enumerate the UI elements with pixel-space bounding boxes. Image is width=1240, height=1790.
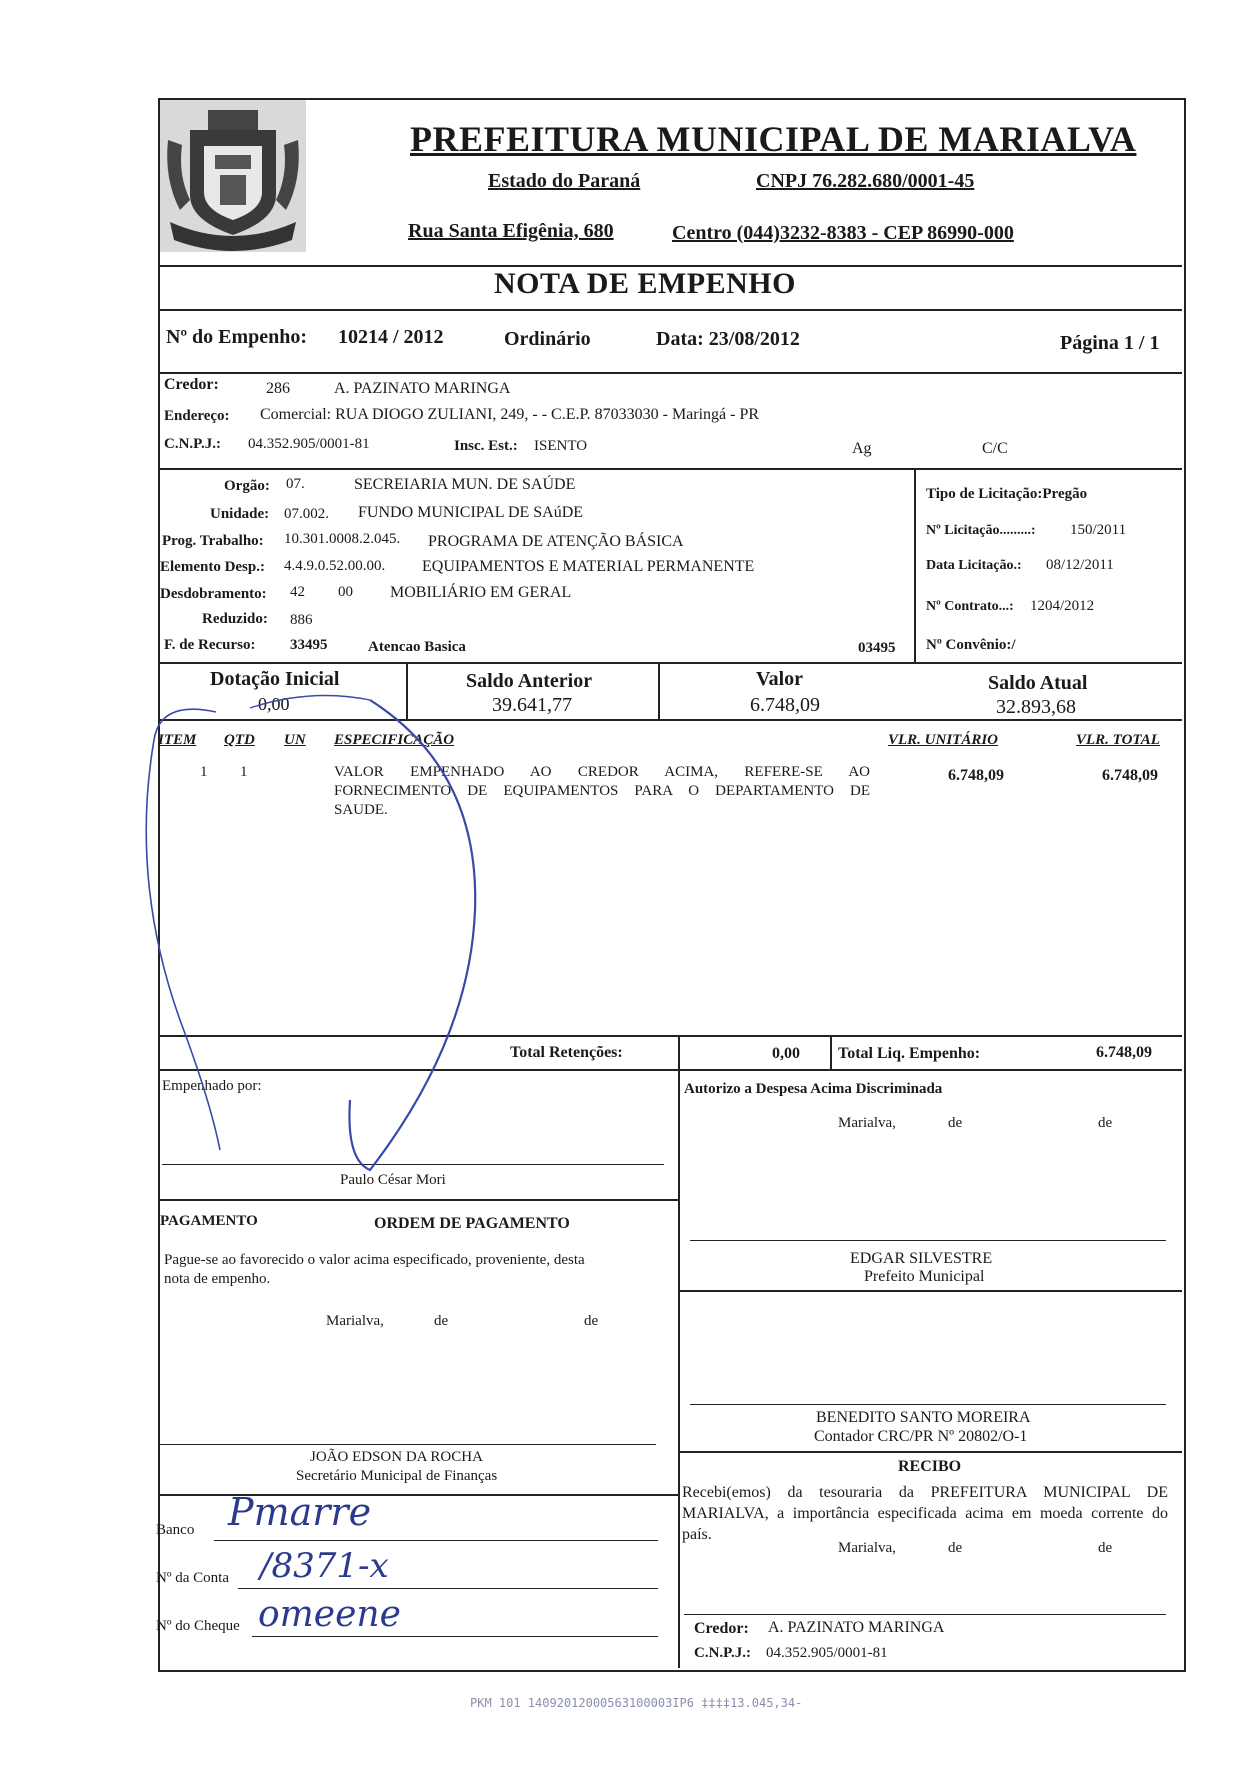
- desdobramento-label: Desdobramento:: [160, 586, 267, 602]
- autorizo-de: de: [948, 1115, 963, 1131]
- licitacao-date-label: Data Licitação.:: [926, 558, 1022, 573]
- pagamento-text: Pague-se ao favorecido o valor acima especificado, proveniente, desta: [164, 1252, 585, 1268]
- saldo-atual-label: Saldo Atual: [988, 672, 1088, 694]
- valor-value: 6.748,09: [750, 694, 820, 716]
- secretario-name: JOÃO EDSON DA ROCHA: [310, 1449, 483, 1465]
- credor-label: Credor:: [164, 376, 219, 393]
- cheque-value[interactable]: omeene: [258, 1594, 401, 1635]
- empenho-type: Ordinário: [504, 328, 591, 350]
- insc-label: Insc. Est.:: [454, 438, 518, 454]
- header-title: PREFEITURA MUNICIPAL DE MARIALVA: [410, 119, 1137, 159]
- dotacao-label: Dotação Inicial: [210, 668, 340, 690]
- recibo-credor-label: Credor:: [694, 1620, 749, 1637]
- orgao-name: SECREIARIA MUN. DE SAÚDE: [354, 476, 576, 493]
- reduzido-label: Reduzido:: [202, 611, 268, 627]
- recurso-code: 03495: [858, 640, 896, 656]
- licitacao-number: 150/2011: [1070, 522, 1127, 538]
- conta-label: Nº da Conta: [156, 1570, 229, 1586]
- retencoes-label: Total Retenções:: [510, 1044, 623, 1061]
- divider: [830, 1035, 832, 1069]
- page-number: Página 1 / 1: [1060, 332, 1160, 354]
- secretario-role: Secretário Municipal de Finanças: [296, 1468, 498, 1484]
- recibo-cnpj-label: C.N.P.J.:: [694, 1645, 751, 1661]
- cheque-line: [252, 1636, 658, 1637]
- divider: [678, 1069, 680, 1668]
- elemento-value: 4.4.9.0.52.00.00.: [284, 558, 386, 574]
- signature-line: [690, 1404, 1166, 1405]
- saldo-anterior-value: 39.641,77: [492, 694, 572, 716]
- agency-label: Ag: [852, 440, 872, 457]
- divider: [658, 662, 660, 719]
- banco-line: [214, 1540, 658, 1541]
- credor-cnpj-label: C.N.P.J.:: [164, 436, 221, 452]
- item-unit-price: 6.748,09: [948, 767, 1004, 784]
- unidade-label: Unidade:: [210, 506, 270, 522]
- address-label: Endereço:: [164, 408, 230, 424]
- item-quantity: 1: [240, 764, 248, 780]
- unit-price-column-header: VLR. UNITÁRIO: [888, 732, 999, 748]
- document-title: NOTA DE EMPENHO: [494, 267, 796, 300]
- divider: [678, 1035, 680, 1069]
- desdobramento-name: MOBILIÁRIO EM GERAL: [390, 584, 572, 601]
- orgao-label: Orgão:: [224, 478, 270, 494]
- item-number: 1: [200, 764, 208, 780]
- divider: [678, 1290, 1182, 1292]
- header-address: Rua Santa Efigênia, 680: [408, 220, 614, 242]
- prog-label: Prog. Trabalho:: [162, 533, 264, 549]
- liq-empenho-value: 6.748,09: [1096, 1044, 1152, 1061]
- elemento-label: Elemento Desp.:: [160, 559, 265, 575]
- recibo-de: de: [948, 1540, 963, 1556]
- saldo-atual-value: 32.893,68: [996, 696, 1076, 718]
- unidade-value: 07.002.: [284, 506, 329, 522]
- prefeito-name: EDGAR SILVESTRE: [850, 1250, 993, 1267]
- licitacao-type: Tipo de Licitação:Pregão: [926, 486, 1088, 502]
- header-state: Estado do Paraná: [488, 170, 641, 192]
- contador-name: BENEDITO SANTO MOREIRA: [816, 1409, 1031, 1426]
- handwritten-signature-stroke: [120, 680, 500, 1180]
- header-contact: Centro (044)3232-8383 - CEP 86990-000: [672, 222, 1014, 244]
- recurso-name: Atencao Basica: [368, 639, 466, 655]
- divider: [678, 1451, 1182, 1453]
- divider: [158, 1199, 678, 1201]
- recibo-de: de: [1098, 1540, 1113, 1556]
- prog-name: PROGRAMA DE ATENÇÃO BÁSICA: [428, 533, 684, 550]
- prog-value: 10.301.0008.2.045.: [284, 531, 401, 547]
- pagamento-text: nota de empenho.: [164, 1271, 271, 1287]
- valor-label: Valor: [756, 668, 804, 690]
- un-column-header: UN: [284, 732, 306, 748]
- item-description-line: SAUDE.: [334, 802, 388, 818]
- contrato-value: 1204/2012: [1030, 598, 1095, 614]
- licitacao-number-label: Nº Licitação.........:: [926, 523, 1036, 538]
- divider: [158, 372, 1182, 374]
- municipal-crest-icon: [160, 100, 306, 252]
- empenho-date: Data: 23/08/2012: [656, 328, 800, 350]
- licitacao-date: 08/12/2011: [1046, 557, 1114, 573]
- unidade-name: FUNDO MUNICIPAL DE SAúDE: [358, 504, 584, 521]
- recibo-city: Marialva,: [838, 1540, 896, 1556]
- desdobramento-value: 42: [290, 584, 305, 600]
- credor-address: Comercial: RUA DIOGO ZULIANI, 249, - - C.E.P. 87033030 - Maringá - PR: [260, 406, 760, 423]
- pagamento-de: de: [434, 1313, 449, 1329]
- divider: [914, 468, 916, 662]
- empenhado-name: Paulo César Mori: [340, 1172, 446, 1188]
- autorizo-label: Autorizo a Despesa Acima Discriminada: [684, 1081, 943, 1097]
- empenho-number: 10214 / 2012: [338, 326, 444, 348]
- pagamento-label: PAGAMENTO: [160, 1213, 258, 1229]
- reduzido-value: 886: [290, 612, 313, 628]
- divider: [158, 309, 1182, 311]
- credor-cnpj: 04.352.905/0001-81: [248, 436, 370, 452]
- header-cnpj: CNPJ 76.282.680/0001-45: [756, 170, 975, 192]
- signature-line: [160, 1444, 656, 1445]
- convenio-label: Nº Convênio:/: [926, 637, 1016, 653]
- divider: [158, 662, 1182, 664]
- signature-line: [684, 1614, 1166, 1615]
- autorizo-de: de: [1098, 1115, 1113, 1131]
- signature-line: [690, 1240, 1166, 1241]
- item-total-price: 6.748,09: [1102, 767, 1158, 784]
- retencoes-value: 0,00: [772, 1045, 800, 1062]
- insc-value: ISENTO: [534, 438, 588, 454]
- recibo-cnpj: 04.352.905/0001-81: [766, 1645, 888, 1661]
- ordem-pagamento-label: ORDEM DE PAGAMENTO: [374, 1215, 570, 1232]
- qtd-column-header: QTD: [224, 732, 255, 748]
- footer-code: PKM 101 14092012000563100003IP6 ‡‡‡‡13.045,34-: [470, 1696, 803, 1710]
- prefeito-role: Prefeito Municipal: [864, 1268, 985, 1285]
- recibo-text: país.: [682, 1526, 712, 1543]
- item-description-line: FORNECIMENTO DE EQUIPAMENTOS PARA O DEPARTAMENTO DE: [334, 783, 870, 799]
- banco-value[interactable]: Pmarre: [228, 1490, 372, 1534]
- empenho-number-label: Nº do Empenho:: [166, 326, 308, 348]
- divider: [158, 468, 1182, 470]
- pagamento-city: Marialva,: [326, 1313, 384, 1329]
- recurso-value: 33495: [290, 637, 328, 653]
- credor-name: A. PAZINATO MARINGA: [334, 380, 511, 397]
- contador-role: Contador CRC/PR Nº 20802/O-1: [814, 1428, 1028, 1445]
- pagamento-de: de: [584, 1313, 599, 1329]
- autorizo-city: Marialva,: [838, 1115, 896, 1131]
- saldo-anterior-label: Saldo Anterior: [466, 670, 593, 692]
- desdobramento-sub: 00: [338, 584, 353, 600]
- recibo-text: MARIALVA, a importância especificada acima em moeda corrente do: [682, 1505, 1168, 1522]
- elemento-name: EQUIPAMENTOS E MATERIAL PERMANENTE: [422, 558, 755, 575]
- dotacao-value: 0,00: [258, 694, 290, 714]
- recibo-credor-name: A. PAZINATO MARINGA: [768, 1619, 945, 1636]
- item-description-line: VALOR EMPENHADO AO CREDOR ACIMA, REFERE-SE AO: [334, 764, 870, 780]
- account-label: C/C: [982, 440, 1008, 457]
- banco-label: Banco: [156, 1522, 195, 1538]
- conta-line: [238, 1588, 658, 1589]
- recibo-title: RECIBO: [898, 1458, 962, 1475]
- orgao-value: 07.: [286, 476, 305, 492]
- total-column-header: VLR. TOTAL: [1076, 732, 1160, 748]
- recurso-label: F. de Recurso:: [164, 637, 256, 653]
- conta-value[interactable]: /8371-x: [260, 1546, 389, 1586]
- cheque-label: Nº do Cheque: [156, 1618, 240, 1634]
- contrato-label: Nº Contrato...:: [926, 599, 1014, 614]
- espec-column-header: ESPECIFICAÇÃO: [334, 732, 455, 748]
- liq-empenho-label: Total Liq. Empenho:: [838, 1045, 981, 1062]
- recibo-text: Recebi(emos) da tesouraria da PREFEITURA MUNICIPAL DE: [682, 1484, 1168, 1501]
- credor-code: 286: [266, 380, 290, 397]
- item-column-header: ITEM: [158, 732, 197, 748]
- empenhado-por-label: Empenhado por:: [162, 1078, 262, 1094]
